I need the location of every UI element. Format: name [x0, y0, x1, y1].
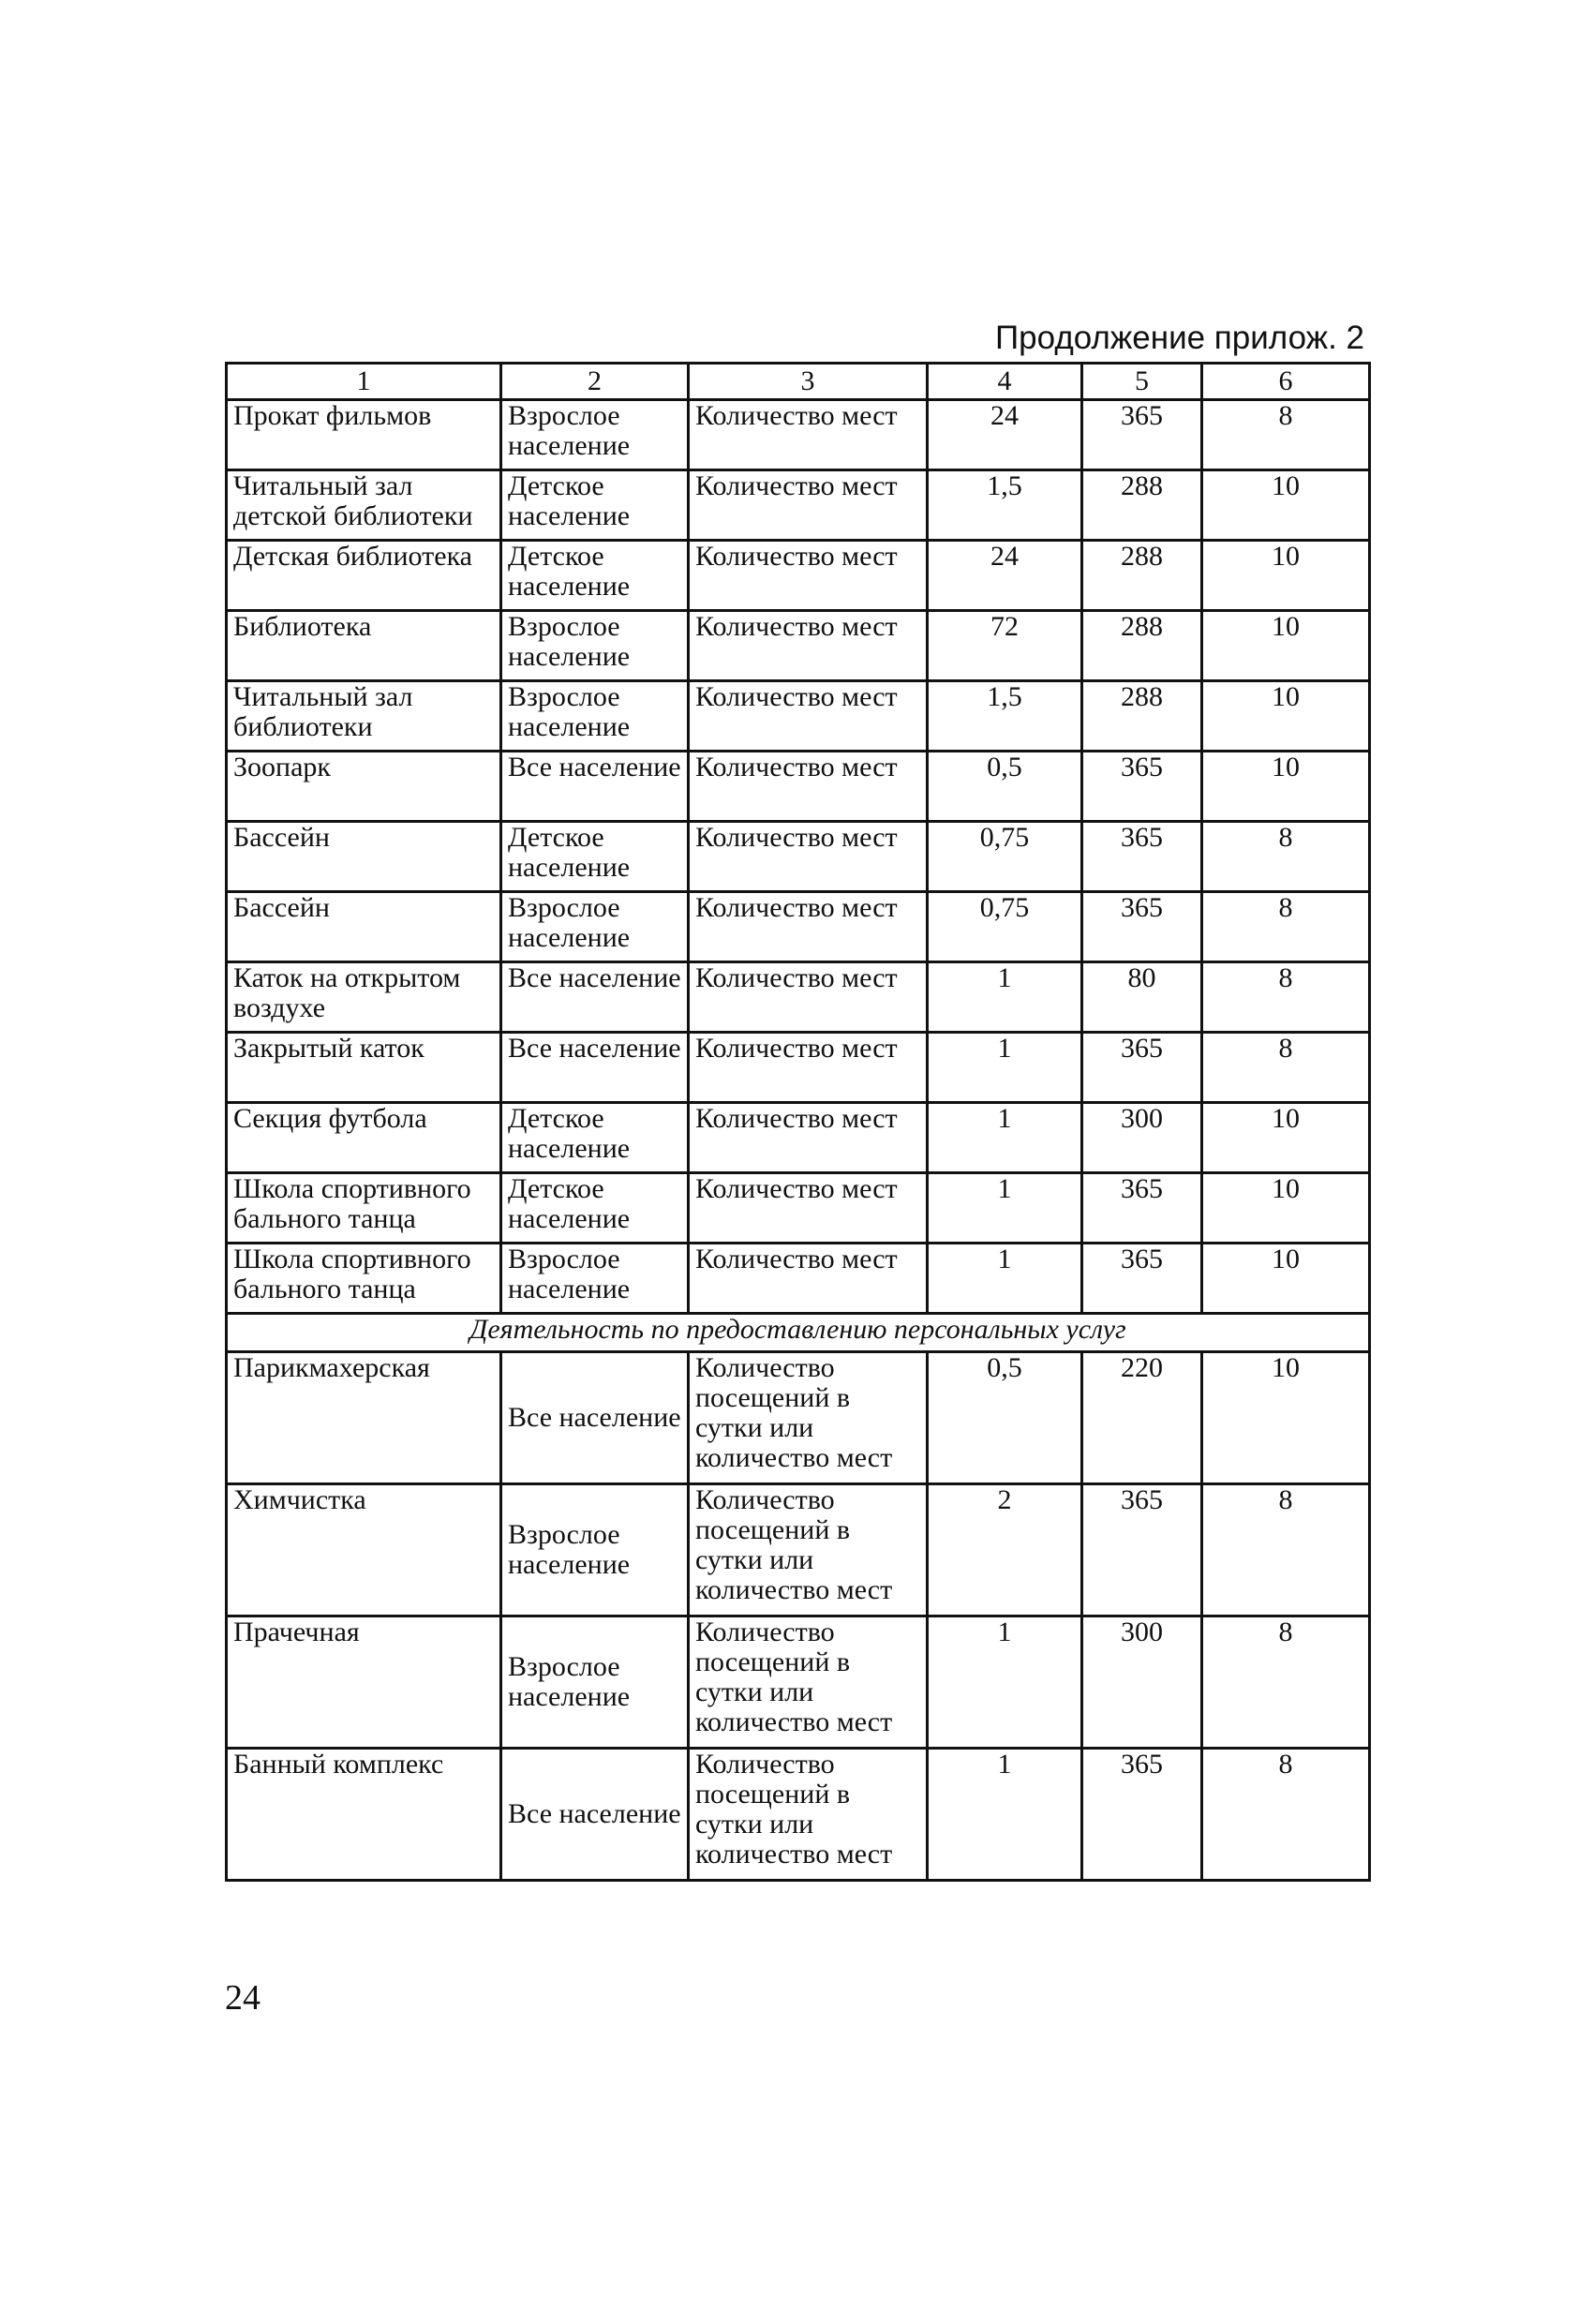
value-col6: 8 — [1202, 962, 1370, 1033]
table-row — [227, 1616, 1370, 1749]
population-group: Взрослое население — [501, 1244, 689, 1314]
table-row — [227, 1033, 1370, 1103]
capacity-unit: Количество мест — [689, 681, 928, 752]
value-col5: 288 — [1082, 611, 1202, 681]
value-col4: 0,75 — [928, 822, 1082, 892]
capacity-unit: Количество мест — [689, 752, 928, 822]
value-col5: 365 — [1082, 892, 1202, 962]
value-col6: 10 — [1202, 1103, 1370, 1173]
table-row — [227, 541, 1370, 611]
value-col6: 10 — [1202, 541, 1370, 611]
value-col6: 10 — [1202, 681, 1370, 752]
service-name: Химчистка — [227, 1484, 501, 1616]
population-group: Все население — [501, 1033, 689, 1103]
capacity-unit: Количество посещений в сутки или количество мест — [689, 1484, 928, 1616]
capacity-unit: Количество мест — [689, 822, 928, 892]
value-col6: 10 — [1202, 470, 1370, 541]
value-col5: 300 — [1082, 1616, 1202, 1749]
table-row — [227, 962, 1370, 1033]
table-row — [227, 1749, 1370, 1881]
column-number: 3 — [689, 364, 928, 400]
value-col5: 300 — [1082, 1103, 1202, 1173]
norms-table — [225, 362, 1371, 1882]
value-col5: 365 — [1082, 1173, 1202, 1244]
value-col6: 8 — [1202, 1616, 1370, 1749]
value-col6: 8 — [1202, 400, 1370, 470]
capacity-unit: Количество мест — [689, 1103, 928, 1173]
value-col6: 8 — [1202, 1484, 1370, 1616]
table-row — [227, 752, 1370, 822]
facility-name: Школа спортивного бального танца — [227, 1244, 501, 1314]
population-group: Детское население — [501, 822, 689, 892]
value-col4: 1 — [928, 1244, 1082, 1314]
value-col5: 288 — [1082, 541, 1202, 611]
value-col4: 2 — [928, 1484, 1082, 1616]
value-col6: 10 — [1202, 752, 1370, 822]
value-col4: 0,75 — [928, 892, 1082, 962]
facility-name: Библиотека — [227, 611, 501, 681]
value-col6: 10 — [1202, 1352, 1370, 1484]
table-row — [227, 400, 1370, 470]
population-group: Все население — [501, 752, 689, 822]
value-col4: 1 — [928, 1173, 1082, 1244]
column-number: 1 — [227, 364, 501, 400]
capacity-unit: Количество мест — [689, 541, 928, 611]
value-col5: 288 — [1082, 470, 1202, 541]
table-row — [227, 681, 1370, 752]
column-number: 6 — [1202, 364, 1370, 400]
table-row — [227, 1484, 1370, 1616]
population-group: Взрослое население — [501, 611, 689, 681]
column-number: 4 — [928, 364, 1082, 400]
value-col6: 8 — [1202, 1749, 1370, 1881]
capacity-unit: Количество мест — [689, 1033, 928, 1103]
value-col4: 1 — [928, 1033, 1082, 1103]
value-col5: 288 — [1082, 681, 1202, 752]
facility-name: Каток на открытом воздухе — [227, 962, 501, 1033]
column-number-row — [227, 364, 1370, 400]
table-row — [227, 1244, 1370, 1314]
value-col5: 365 — [1082, 822, 1202, 892]
population-group: Все население — [501, 962, 689, 1033]
capacity-unit: Количество мест — [689, 1173, 928, 1244]
population-group: Взрослое население — [501, 681, 689, 752]
capacity-unit: Количество мест — [689, 962, 928, 1033]
service-name: Парикмахерская — [227, 1352, 501, 1484]
population-group: Детское население — [501, 470, 689, 541]
table-row — [227, 470, 1370, 541]
facility-name: Зоопарк — [227, 752, 501, 822]
value-col6: 8 — [1202, 822, 1370, 892]
value-col4: 1 — [928, 1616, 1082, 1749]
facility-name: Читальный зал детской библиотеки — [227, 470, 501, 541]
section-title: Деятельность по предоставлению персональных услуг — [227, 1314, 1370, 1352]
value-col6: 10 — [1202, 1173, 1370, 1244]
value-col4: 0,5 — [928, 752, 1082, 822]
table-row — [227, 892, 1370, 962]
value-col5: 365 — [1082, 1033, 1202, 1103]
population-group: Взрослое население — [501, 892, 689, 962]
value-col4: 0,5 — [928, 1352, 1082, 1484]
value-col4: 1 — [928, 962, 1082, 1033]
section-row — [227, 1314, 1370, 1352]
value-col5: 220 — [1082, 1352, 1202, 1484]
population-group: Детское население — [501, 1173, 689, 1244]
capacity-unit: Количество мест — [689, 470, 928, 541]
table-row — [227, 822, 1370, 892]
value-col4: 24 — [928, 541, 1082, 611]
population-group: Взрослое население — [501, 400, 689, 470]
value-col5: 365 — [1082, 1484, 1202, 1616]
population-group: Взрослое население — [501, 1616, 689, 1749]
facility-name: Прокат фильмов — [227, 400, 501, 470]
facility-name: Читальный зал библиотеки — [227, 681, 501, 752]
value-col6: 8 — [1202, 1033, 1370, 1103]
value-col4: 1,5 — [928, 470, 1082, 541]
column-number: 2 — [501, 364, 689, 400]
capacity-unit: Количество мест — [689, 400, 928, 470]
continuation-caption: Продолжение прилож. 2 — [995, 320, 1364, 356]
value-col6: 10 — [1202, 1244, 1370, 1314]
table-row — [227, 1103, 1370, 1173]
table-row — [227, 1352, 1370, 1484]
value-col4: 24 — [928, 400, 1082, 470]
capacity-unit: Количество посещений в сутки или количество мест — [689, 1616, 928, 1749]
service-name: Банный комплекс — [227, 1749, 501, 1881]
facility-name: Школа спортивного бального танца — [227, 1173, 501, 1244]
value-col5: 365 — [1082, 752, 1202, 822]
facility-name: Бассейн — [227, 822, 501, 892]
table-row — [227, 1173, 1370, 1244]
value-col4: 1 — [928, 1749, 1082, 1881]
facility-name: Закрытый каток — [227, 1033, 501, 1103]
value-col6: 10 — [1202, 611, 1370, 681]
column-number: 5 — [1082, 364, 1202, 400]
facility-name: Детская библиотека — [227, 541, 501, 611]
page-number: 24 — [225, 1978, 261, 2018]
value-col4: 72 — [928, 611, 1082, 681]
service-name: Прачечная — [227, 1616, 501, 1749]
value-col5: 365 — [1082, 1749, 1202, 1881]
capacity-unit: Количество посещений в сутки или количество мест — [689, 1749, 928, 1881]
value-col4: 1 — [928, 1103, 1082, 1173]
value-col5: 365 — [1082, 1244, 1202, 1314]
facility-name: Бассейн — [227, 892, 501, 962]
population-group: Детское население — [501, 541, 689, 611]
population-group: Все население — [501, 1749, 689, 1881]
capacity-unit: Количество мест — [689, 1244, 928, 1314]
value-col6: 8 — [1202, 892, 1370, 962]
table-row — [227, 611, 1370, 681]
population-group: Детское население — [501, 1103, 689, 1173]
capacity-unit: Количество посещений в сутки или количество мест — [689, 1352, 928, 1484]
population-group: Взрослое население — [501, 1484, 689, 1616]
facility-name: Секция футбола — [227, 1103, 501, 1173]
value-col5: 80 — [1082, 962, 1202, 1033]
capacity-unit: Количество мест — [689, 611, 928, 681]
capacity-unit: Количество мест — [689, 892, 928, 962]
population-group: Все население — [501, 1352, 689, 1484]
value-col4: 1,5 — [928, 681, 1082, 752]
value-col5: 365 — [1082, 400, 1202, 470]
